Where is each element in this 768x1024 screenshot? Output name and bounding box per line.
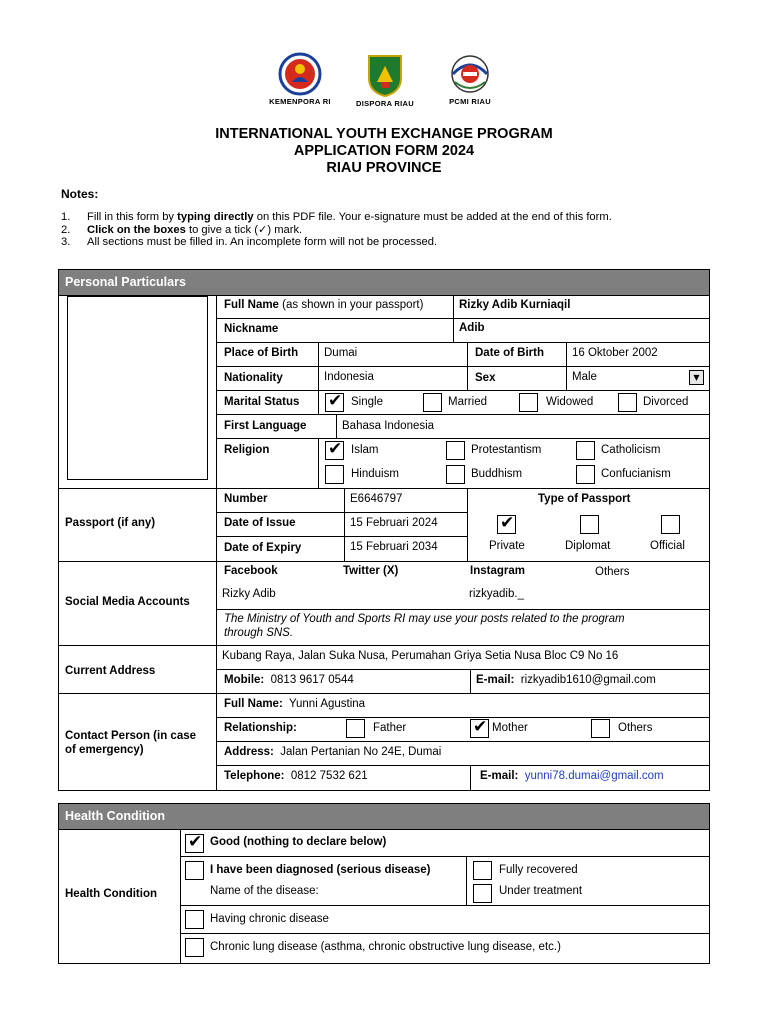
relationship-label: Relationship:	[224, 722, 297, 734]
health-diagnosed-label: I have been diagnosed (serious disease)	[210, 864, 431, 876]
passport-number-label: Number	[224, 493, 268, 505]
full-name-label: Full Name (as shown in your passport)	[224, 299, 424, 311]
religion-protestantism-label: Protestantism	[471, 444, 542, 456]
health-condition-section	[58, 803, 710, 964]
passport-expiry-field[interactable]: 15 Februari 2034	[350, 541, 438, 553]
kemenpora-logo	[260, 52, 340, 106]
sex-dropdown-arrow-icon[interactable]: ▼	[689, 370, 704, 385]
contact-name-field[interactable]: Yunni Agustina	[288, 698, 366, 710]
instagram-field[interactable]: rizkyadib._	[469, 588, 524, 600]
passport-expiry-label: Date of Expiry	[224, 542, 302, 554]
contact-label-line2: of emergency)	[65, 744, 144, 756]
place-of-birth-field[interactable]: Dumai	[324, 347, 358, 359]
passport-official-label: Official	[650, 540, 685, 552]
health-good-label: Good (nothing to declare below)	[210, 836, 387, 848]
passport-official-checkbox[interactable]	[661, 515, 680, 534]
passport-issue-label: Date of Issue	[224, 517, 296, 529]
relationship-father-label: Father	[373, 722, 407, 734]
form-title-line1: INTERNATIONAL YOUTH EXCHANGE PROGRAM	[215, 126, 553, 142]
under-treatment-label: Under treatment	[499, 885, 583, 897]
mobile-field[interactable]: 0813 9617 0544	[270, 674, 354, 686]
chronic-lung-label: Chronic lung disease (asthma, chronic obstructive lung disease, etc.)	[210, 941, 561, 953]
passport-type-label: Type of Passport	[538, 493, 631, 505]
marital-single-label: Single	[351, 396, 383, 408]
health-good-checkbox[interactable]	[185, 834, 204, 853]
religion-label: Religion	[224, 444, 270, 456]
passport-private-checkbox[interactable]	[497, 515, 516, 534]
religion-hinduism-checkbox[interactable]	[325, 465, 344, 484]
contact-email-link[interactable]: yunni78.dumai@gmail.com	[524, 770, 664, 782]
form-title-line3: RIAU PROVINCE	[326, 160, 442, 176]
pcmi-caption: PCMI RIAU	[449, 97, 491, 106]
marital-married-label: Married	[448, 396, 487, 408]
passport-private-label: Private	[489, 540, 525, 552]
pcmi-emblem-icon	[447, 52, 493, 96]
marital-married-checkbox[interactable]	[423, 393, 442, 412]
religion-buddhism-checkbox[interactable]	[446, 465, 465, 484]
contact-label-line1: Contact Person (in case	[65, 730, 197, 742]
passport-diplomat-label: Diplomat	[565, 540, 611, 552]
facebook-field[interactable]: Rizky Adib	[222, 588, 276, 600]
chronic-lung-checkbox[interactable]	[185, 938, 204, 957]
religion-hinduism-label: Hinduism	[351, 468, 399, 480]
notes-heading: Notes:	[61, 187, 99, 201]
full-name-field[interactable]: Rizky Adib Kurniaqil	[459, 299, 571, 311]
dispora-logo	[345, 52, 425, 108]
religion-protestantism-checkbox[interactable]	[446, 441, 465, 460]
personal-particulars-header: Personal Particulars	[59, 270, 709, 296]
others-social-label: Others	[595, 566, 630, 578]
note-1: 1. Fill in this form by typing directly on this PDF file. Your e-signature must be added at the end of this form.	[61, 211, 612, 223]
nationality-field[interactable]: Indonesia	[324, 371, 374, 383]
pcmi-logo	[430, 52, 510, 106]
place-of-birth-label: Place of Birth	[224, 347, 299, 359]
passport-diplomat-checkbox[interactable]	[580, 515, 599, 534]
fully-recovered-label: Fully recovered	[499, 864, 578, 876]
dispora-caption: DISPORA RIAU	[356, 99, 414, 108]
first-language-field[interactable]: Bahasa Indonesia	[342, 420, 435, 432]
marital-divorced-checkbox[interactable]	[618, 393, 637, 412]
nickname-label: Nickname	[224, 323, 279, 335]
marital-status-label: Marital Status	[224, 396, 300, 408]
religion-confucianism-label: Confucianism	[601, 468, 671, 480]
kemenpora-emblem-icon	[278, 52, 322, 96]
religion-catholicism-label: Catholicism	[601, 444, 661, 456]
marital-widowed-label: Widowed	[546, 396, 594, 408]
photo-placeholder[interactable]	[67, 296, 208, 480]
mobile-row: Mobile: 0813 9617 0544	[224, 674, 354, 686]
marital-divorced-label: Divorced	[643, 396, 689, 408]
social-media-label: Social Media Accounts	[65, 596, 190, 608]
email-row: E-mail: rizkyadib1610@gmail.com	[476, 674, 656, 686]
contact-name-row: Full Name: Yunni Agustina	[224, 698, 366, 710]
twitter-label: Twitter (X)	[343, 565, 399, 577]
religion-islam-checkbox[interactable]	[325, 441, 344, 460]
nickname-field[interactable]: Adib	[459, 322, 485, 334]
relationship-others-checkbox[interactable]	[591, 719, 610, 738]
current-address-field[interactable]: Kubang Raya, Jalan Suka Nusa, Perumahan Griya Setia Nusa Bloc C9 No 16	[222, 650, 619, 662]
date-of-birth-field[interactable]: 16 Oktober 2002	[572, 347, 658, 359]
current-address-label: Current Address	[65, 665, 156, 677]
sex-label: Sex	[475, 372, 496, 384]
disease-name-label: Name of the disease:	[210, 885, 319, 897]
religion-confucianism-checkbox[interactable]	[576, 465, 595, 484]
religion-catholicism-checkbox[interactable]	[576, 441, 595, 460]
health-condition-label: Health Condition	[65, 888, 157, 900]
contact-telephone-field[interactable]: 0812 7532 621	[290, 770, 368, 782]
facebook-label: Facebook	[224, 565, 278, 577]
passport-number-field[interactable]: E6646797	[350, 493, 403, 505]
relationship-mother-label: Mother	[492, 722, 528, 734]
contact-telephone-row: Telephone: 0812 7532 621	[224, 770, 368, 782]
date-of-birth-label: Date of Birth	[475, 347, 544, 359]
religion-buddhism-label: Buddhism	[471, 468, 523, 480]
first-language-label: First Language	[224, 420, 307, 432]
sns-note-line1: The Ministry of Youth and Sports RI may use your posts related to the program	[224, 613, 625, 625]
chronic-disease-label: Having chronic disease	[210, 913, 329, 925]
note-2: 2. Click on the boxes to give a tick (✓) mark.	[61, 224, 303, 236]
marital-single-checkbox[interactable]	[325, 393, 344, 412]
email-field[interactable]: rizkyadib1610@gmail.com	[520, 674, 656, 686]
sns-note-line2: through SNS.	[224, 627, 294, 639]
contact-email-row: E-mail: yunni78.dumai@gmail.com	[480, 770, 664, 782]
religion-islam-label: Islam	[351, 444, 379, 456]
relationship-others-label: Others	[618, 722, 653, 734]
fully-recovered-checkbox[interactable]	[473, 861, 492, 880]
health-condition-header: Health Condition	[59, 804, 709, 830]
form-title-line2: APPLICATION FORM 2024	[293, 143, 475, 159]
health-diagnosed-checkbox[interactable]	[185, 861, 204, 880]
note-3: 3. All sections must be filled in. An incomplete form will not be processed.	[61, 236, 438, 248]
instagram-label: Instagram	[470, 565, 525, 577]
logo-row	[260, 52, 510, 114]
under-treatment-checkbox[interactable]	[473, 884, 492, 903]
nationality-label: Nationality	[224, 372, 283, 384]
relationship-father-checkbox[interactable]	[346, 719, 365, 738]
dispora-shield-icon	[365, 52, 405, 98]
contact-address-row: Address: Jalan Pertanian No 24E, Dumai	[224, 746, 442, 758]
chronic-disease-checkbox[interactable]	[185, 910, 204, 929]
marital-widowed-checkbox[interactable]	[519, 393, 538, 412]
relationship-mother-checkbox[interactable]	[470, 719, 489, 738]
kemenpora-caption: KEMENPORA RI	[269, 97, 331, 106]
contact-address-field[interactable]: Jalan Pertanian No 24E, Dumai	[280, 746, 442, 758]
sex-select[interactable]: Male	[572, 371, 597, 383]
passport-label: Passport (if any)	[65, 517, 156, 529]
passport-issue-field[interactable]: 15 Februari 2024	[350, 517, 438, 529]
